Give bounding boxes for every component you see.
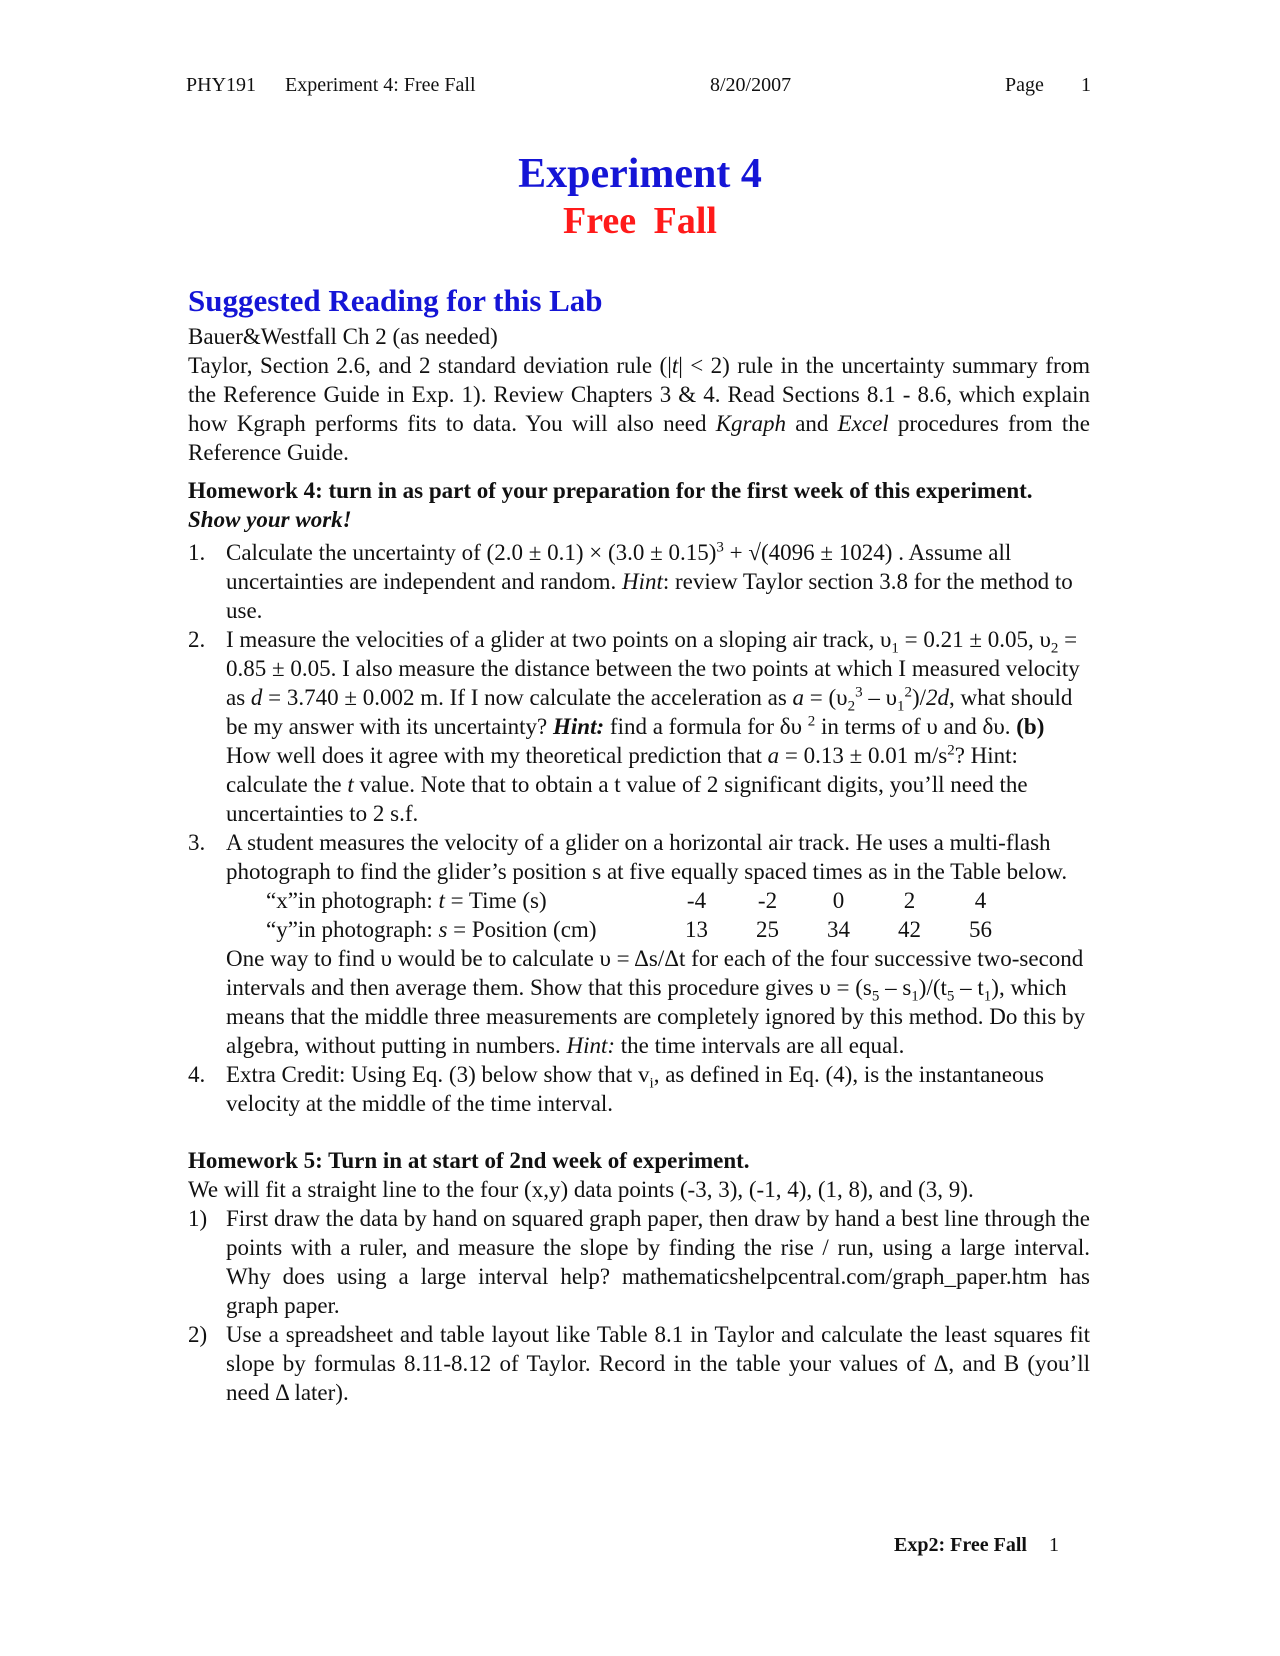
list-item: 3. A student measures the velocity of a glider on a horizontal air track. He uses a multi-flash photograph to find the glider’s position s at five equally spaced times as in the Table below.: [188, 830, 1068, 884]
page-header: [186, 74, 1091, 102]
header-page-label: Page: [1005, 74, 1044, 96]
table-cell: 0: [832, 888, 845, 913]
header-page-number: 1: [1081, 74, 1091, 96]
header-date: 8/20/2007: [710, 74, 792, 96]
reading-heading: Suggested Reading for this Lab: [188, 283, 603, 318]
homework5-list: [188, 1204, 1090, 1407]
reading-line: Bauer&Westfall Ch 2 (as needed): [188, 324, 498, 349]
footer-label: Exp2: Free Fall: [894, 1534, 1027, 1556]
reading-paragraph: Taylor, Section 2.6, and 2 standard deviation rule (|t| < 2) rule in the uncertainty summary from the Reference Guide in Exp. 1). Review Chapters 3 & 4. Read Sections 8.1 - 8.6, which explain how Kgraph performs fits to data. You will also need Kgraph and Excel procedures from the Reference Guide.: [188, 353, 1090, 465]
table-cell: 4: [974, 888, 987, 913]
header-experiment: Experiment 4: Free Fall: [285, 74, 476, 96]
table-cell: 2: [903, 888, 916, 913]
list-item: 2. I measure the velocities of a glider at two points on a sloping air track, $\upsilon_1 = 0.21 \pm 0.05$, $\upsilon_2 = 0.85 \pm 0.05$. I also measure the distance between the two points at which I measured velocity as d = 3.740 ± 0.002 m. If I now calculate the acceleration as $a = (\upsilon_2^3 - \upsilon_1^2)/2d$, what should be my answer with its uncertainty? Hint: find a formula for δυ $^2$ in terms of υ and δυ. (b) How well does it agree with my theoretical prediction that a = 0.13 ± 0.01 $m/s^2$? Hint: calculate the t value. Note that to obtain a t value of 2 significant digits, you’ll need the uncertainties to 2 s.f.: [188, 627, 1080, 826]
homework4-list: [188, 538, 1090, 886]
page-title: Experiment 4: [518, 151, 762, 197]
page-footer: [894, 1534, 1059, 1557]
table-cell: 34: [827, 917, 850, 942]
data-table: [226, 886, 1090, 944]
footer-page-number: 1: [1048, 1534, 1059, 1556]
table-cell: 42: [898, 917, 921, 942]
list-item: 1. Calculate the uncertainty of $(2.0 \pm 0.1) \times (3.0 \pm 0.15)^3 + √(4096 \pm 1024)$ . Assume all uncertainties are independent and random. Hint: review Taylor section 3.8 for the method to use.: [188, 539, 1073, 623]
list-item: 4. Extra Credit: Using Eq. (3) below show that $v_i$, as defined in Eq. (4), is the instantaneous velocity at the middle of the time interval.: [188, 1062, 1044, 1116]
table-cell: 13: [685, 917, 708, 942]
list-item: 1) First draw the data by hand on squared graph paper, then draw by hand a best line through the points with a ruler, and measure the slope by finding the rise / run, using a large interval. Why does using a large interval help? mathematicshelpcentral.com/graph_paper.htm has graph paper.: [188, 1206, 1090, 1318]
homework4-list-cont: [188, 944, 1090, 1118]
table-cell: 56: [969, 917, 992, 942]
homework4-heading: Homework 4: turn in as part of your preparation for the first week of this experiment. Show your work!: [188, 478, 1033, 532]
table-row: “x”in photograph: t = Time (s) -4 -2 0 2 4: [226, 886, 1090, 915]
table-cell: 25: [756, 917, 779, 942]
title-block: [0, 150, 1280, 244]
page-subtitle: Free Fall: [563, 200, 717, 242]
document-body: [188, 282, 1090, 1407]
table-cell: -2: [757, 888, 778, 913]
list-item: One way to find υ would be to calculate υ = Δs/Δt for each of the four successive two-second intervals and then average them. Show that this procedure gives $\upsilon = (s_5 - s_1)/(t_5 - t_1)$, which means that the middle three measurements are completely ignored by this method. Do this by algebra, without putting in numbers. Hint: the time intervals are all equal.: [226, 946, 1086, 1058]
table-row: “y”in photograph: s = Position (cm) 13 25 34 42 56: [226, 915, 1090, 944]
list-item: 2) Use a spreadsheet and table layout like Table 8.1 in Taylor and calculate the least squares fit slope by formulas 8.11-8.12 of Taylor. Record in the table your values of Δ, and B (you’ll need Δ later).: [188, 1322, 1090, 1405]
table-cell: -4: [686, 888, 707, 913]
header-course: PHY191: [186, 74, 257, 96]
homework5-heading: Homework 5: Turn in at start of 2nd week of experiment.: [188, 1148, 750, 1173]
homework5-intro: We will fit a straight line to the four (x,y) data points (-3, 3), (-1, 4), (1, 8), and (3, 9).: [188, 1177, 974, 1202]
